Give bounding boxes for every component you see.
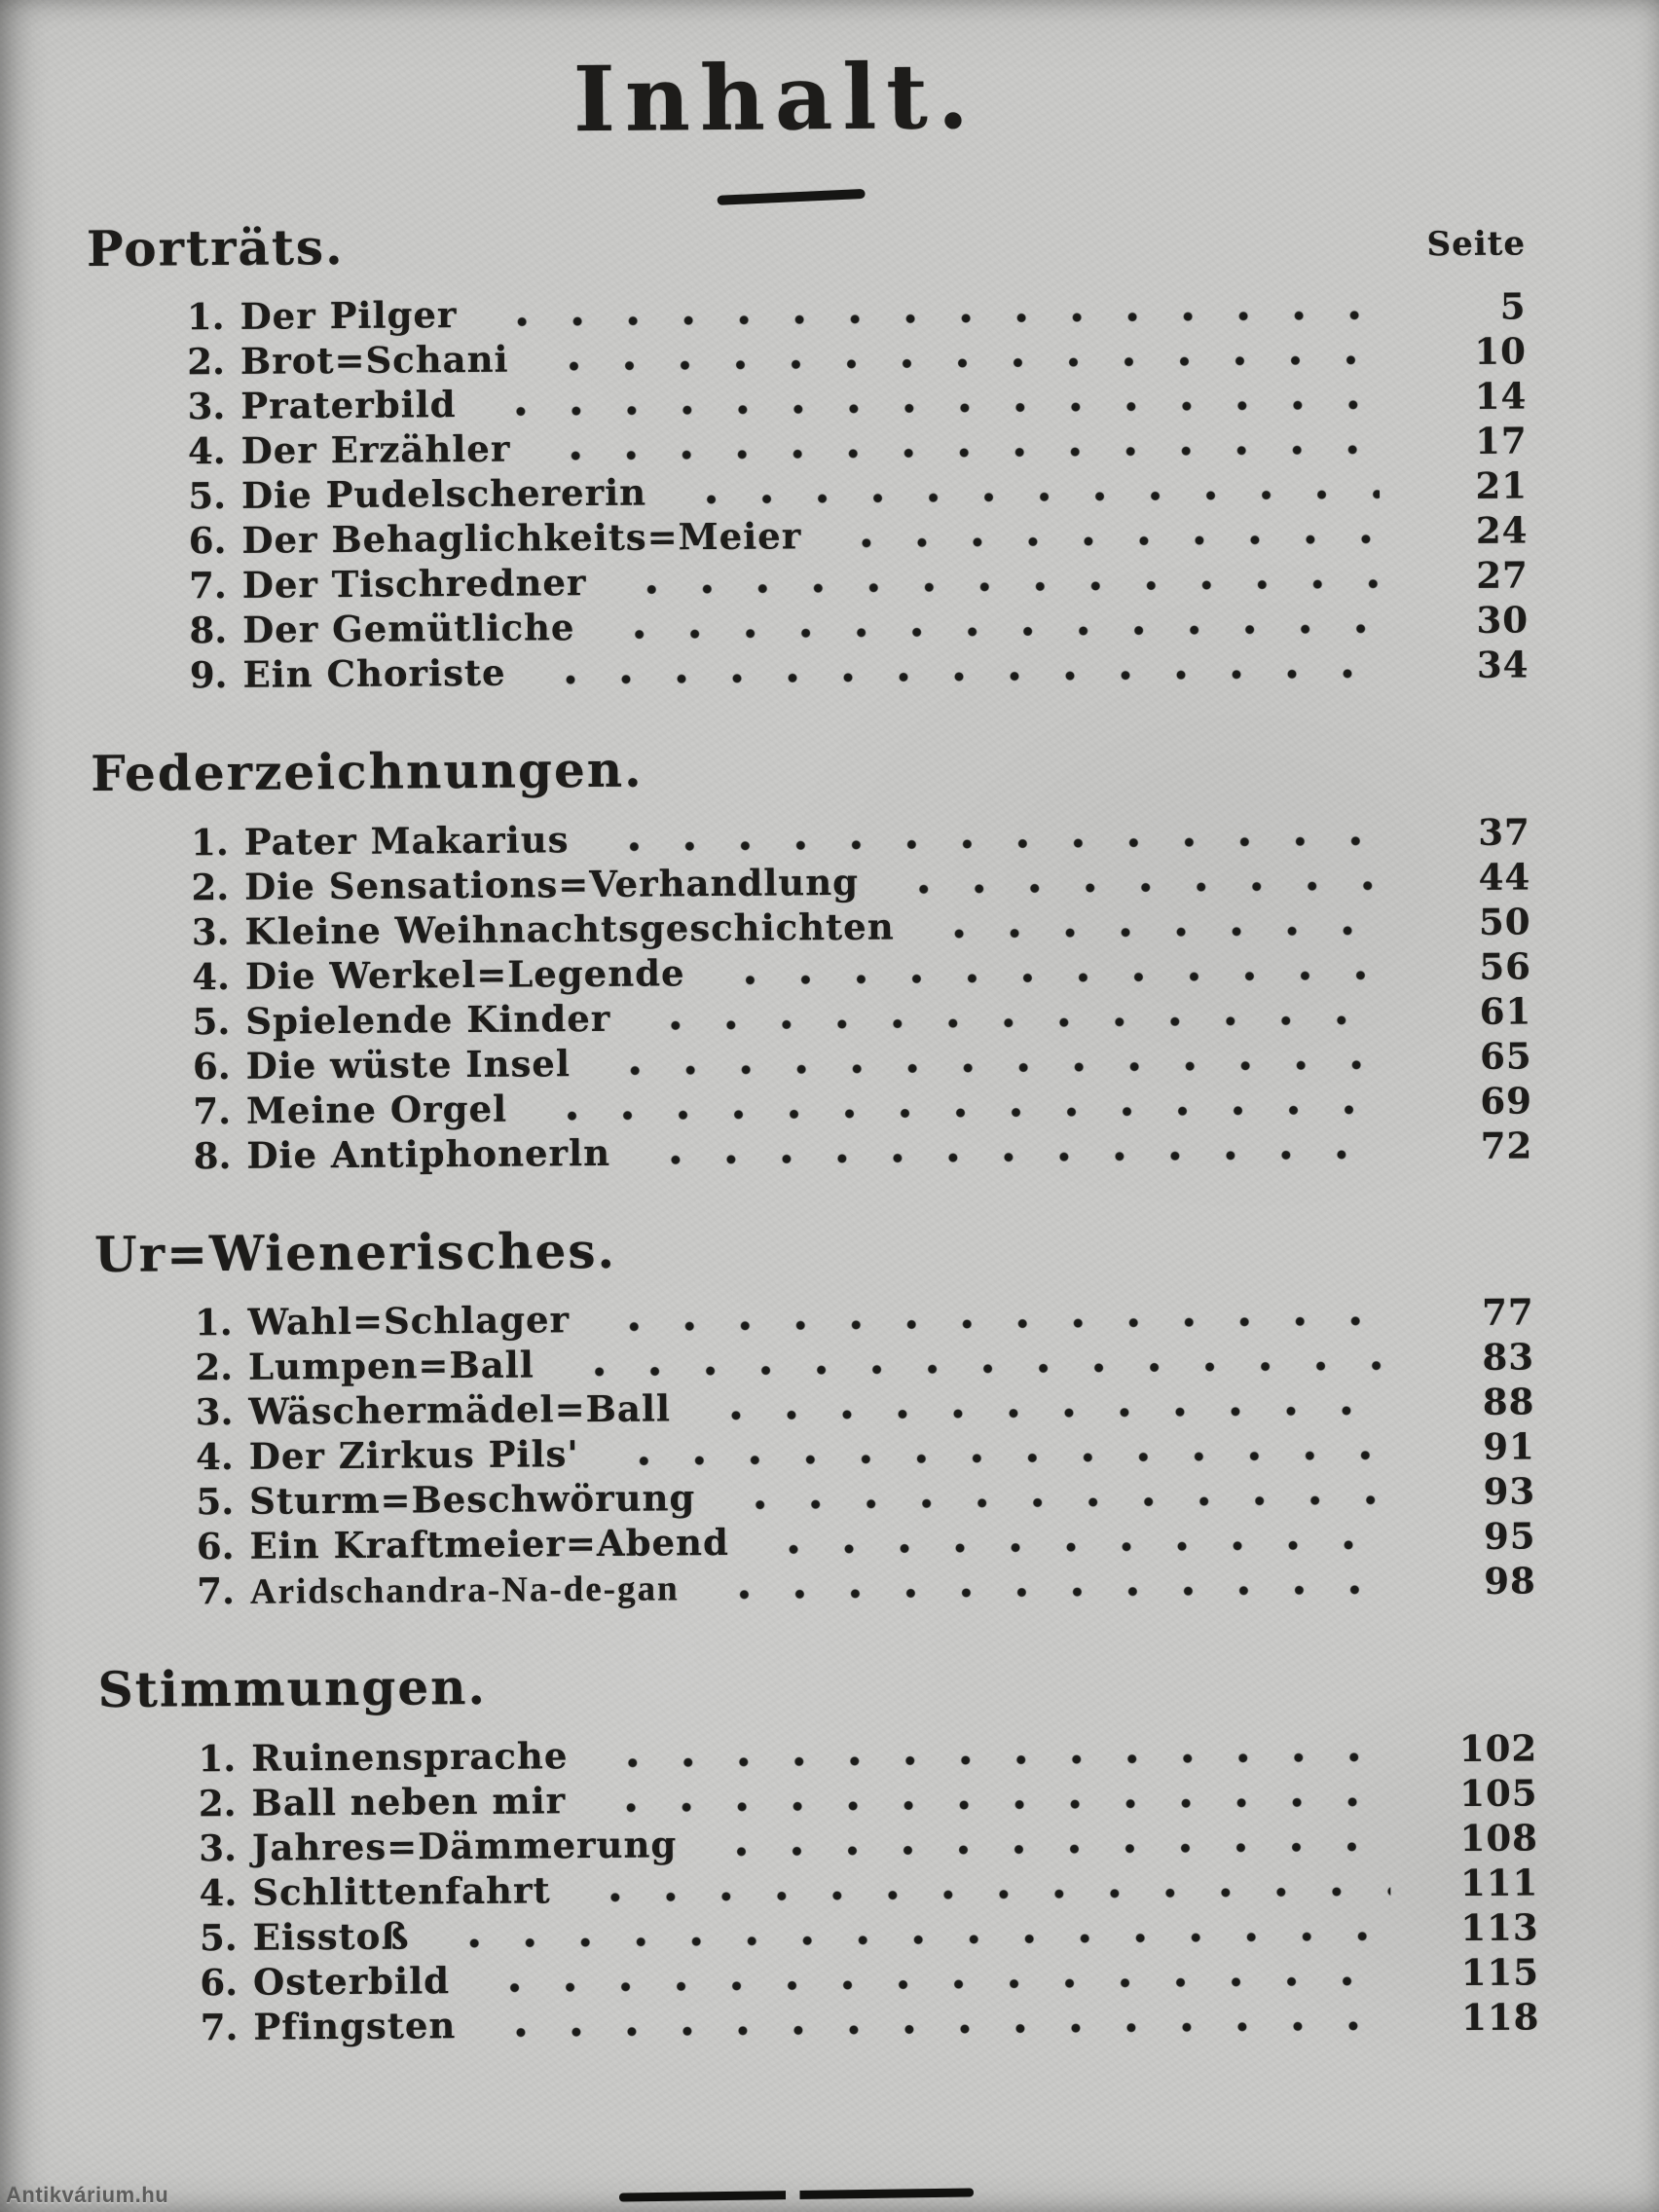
entry-page-number: 77 [1481, 1290, 1534, 1334]
section-heading-row [91, 735, 1530, 802]
entry-title: Meine Orgel [245, 1087, 508, 1132]
dot-leader [676, 490, 1380, 505]
entry-number: 1. [198, 1736, 237, 1780]
entry-title: Der Gemütliche [241, 606, 575, 651]
section-entries [98, 1726, 1539, 2051]
dot-leader [888, 880, 1382, 894]
dot-leader [608, 1451, 1387, 1466]
toc-section [91, 735, 1532, 1180]
dot-leader [599, 1316, 1386, 1332]
entry-number: 3. [191, 909, 230, 953]
entry-page-number: 61 [1479, 989, 1532, 1033]
entry-page-number: 34 [1476, 643, 1530, 686]
entry-title: Der Erzähler [240, 426, 511, 472]
entry-page-number: 24 [1475, 508, 1529, 552]
dot-leader [724, 1495, 1387, 1510]
entry-number: 5. [196, 1480, 235, 1524]
toc-section [94, 1215, 1536, 1615]
section-heading-row [97, 1651, 1536, 1718]
entry-page-number: 10 [1474, 329, 1528, 373]
entry-number: 5. [188, 474, 227, 518]
entry-title: Ball neben mir [251, 1778, 567, 1825]
dot-leader [535, 669, 1382, 685]
entry-title: Ruinensprache [251, 1733, 569, 1780]
entry-title: Pater Makarius [243, 817, 570, 864]
entry-page-number: 113 [1460, 1904, 1539, 1949]
toc-entry [195, 1995, 1539, 2050]
entry-title: Die wüste Insel [245, 1041, 571, 1088]
entry-number: 2. [198, 1781, 237, 1825]
entry-title: Pfingsten [253, 2003, 457, 2048]
section-heading: Porträts. [86, 217, 345, 277]
entry-title: Der Tischredner [241, 561, 587, 607]
entry-page-number: 37 [1478, 810, 1530, 854]
toc-entry [188, 1124, 1532, 1179]
entry-title: Die Antiphonerln [246, 1130, 611, 1177]
entry-page-number: 95 [1483, 1514, 1536, 1558]
entry-number: 8. [193, 1133, 232, 1177]
dot-leader [758, 1540, 1388, 1555]
entry-page-number: 69 [1480, 1079, 1533, 1123]
dot-leader [700, 1406, 1386, 1421]
entry-number: 6. [200, 1960, 239, 2004]
entry-number: 3. [187, 385, 226, 428]
section-entries [87, 285, 1529, 700]
section-heading-row [94, 1215, 1533, 1282]
entry-number: 4. [195, 1435, 234, 1479]
entry-page-number: 111 [1459, 1860, 1539, 1904]
entry-page-number: 14 [1474, 374, 1528, 418]
entry-page-number: 72 [1480, 1124, 1533, 1167]
entry-page-number: 108 [1459, 1815, 1539, 1860]
dot-leader [438, 1931, 1390, 1948]
dot-leader [479, 1975, 1391, 1992]
entry-title: Die Sensations=Verhandlung [244, 860, 860, 908]
entry-title: Schlittenfahrt [252, 1867, 551, 1914]
entry-number: 1. [191, 820, 230, 864]
entry-title: Brot=Schani [240, 337, 509, 383]
entry-title: Die Pudelschererin [240, 470, 647, 517]
entry-number: 5. [192, 999, 231, 1043]
dot-leader [597, 1751, 1389, 1767]
entry-page-number: 44 [1478, 855, 1531, 899]
dot-leader [709, 1585, 1388, 1600]
entry-number: 3. [195, 1390, 234, 1434]
dot-leader [715, 970, 1383, 984]
toc-section [87, 209, 1530, 699]
entry-number: 3. [199, 1825, 238, 1869]
entry-number: 7. [188, 564, 227, 608]
section-entries [92, 810, 1533, 1180]
dot-leader [924, 925, 1383, 939]
dot-leader [564, 1361, 1386, 1378]
dot-leader [486, 311, 1378, 327]
entry-number: 1. [194, 1301, 233, 1345]
dot-leader [485, 2020, 1391, 2037]
dot-leader [539, 445, 1379, 461]
entry-title: Kleine Weihnachtsgeschichten [244, 904, 895, 953]
entry-page-number: 88 [1482, 1380, 1535, 1423]
entry-page-number: 115 [1460, 1949, 1540, 1994]
entry-title: Lumpen=Ball [247, 1343, 535, 1388]
entry-title: Osterbild [252, 1958, 451, 2004]
entry-page-number: 27 [1476, 553, 1529, 597]
dot-leader [536, 1104, 1384, 1121]
entry-number: 7. [200, 2005, 239, 2048]
entry-page-number: 65 [1479, 1034, 1532, 1078]
entry-title: Aridschandra-Na-de-gan [249, 1568, 680, 1612]
entry-page-number: 118 [1460, 1994, 1540, 2039]
entry-title: Der Zirkus Pils' [248, 1432, 579, 1478]
section-heading: Federzeichnungen. [91, 740, 644, 803]
title-divider [717, 188, 865, 204]
section-heading: Stimmungen. [97, 1657, 488, 1719]
entry-title: Wäschermädel=Ball [248, 1386, 672, 1433]
dot-leader [598, 835, 1382, 851]
entry-title: Ein Kraftmeier=Abend [249, 1521, 730, 1567]
entry-number: 6. [196, 1525, 235, 1568]
dot-leader [605, 624, 1382, 640]
entry-number: 7. [193, 1088, 232, 1132]
dot-leader [830, 535, 1380, 548]
watermark-text: Antikvárium.hu [6, 2183, 169, 2207]
entry-number: 2. [191, 865, 230, 908]
entry-title: Der Behaglichkeits=Meier [241, 514, 802, 562]
dot-leader [640, 1149, 1384, 1164]
dot-leader [486, 400, 1380, 417]
dot-leader [595, 1796, 1389, 1812]
entry-page-number: 50 [1478, 900, 1531, 943]
entry-title: Eisstoß [252, 1914, 410, 1959]
entry-page-number: 98 [1484, 1559, 1537, 1603]
entry-number: 9. [189, 653, 228, 697]
entry-page-number: 21 [1475, 463, 1529, 507]
entry-page-number: 105 [1459, 1770, 1538, 1815]
toc-entry [192, 1560, 1536, 1615]
section-entries [95, 1291, 1536, 1616]
page-title: Inhalt. [572, 43, 979, 153]
dot-leader [600, 1059, 1384, 1075]
entry-number: 4. [187, 429, 226, 473]
entry-number: 8. [189, 608, 228, 652]
dot-leader [538, 355, 1379, 372]
toc-entry [184, 644, 1529, 699]
toc-sections [87, 209, 1540, 2051]
dot-leader [706, 1841, 1390, 1857]
entry-number: 5. [199, 1915, 238, 1959]
entry-number: 7. [197, 1569, 236, 1613]
entry-number: 6. [188, 519, 227, 563]
entry-number: 2. [195, 1346, 234, 1389]
entry-title: Praterbild [240, 383, 457, 427]
entry-number: 4. [199, 1870, 238, 1914]
toc-section [97, 1651, 1539, 2051]
dot-leader [580, 1886, 1391, 1902]
page-column-header: Seite [1426, 224, 1527, 264]
entry-page-number: 56 [1479, 944, 1532, 988]
section-heading-row [87, 209, 1526, 276]
entry-title: Wahl=Schlager [247, 1298, 571, 1344]
entry-page-number: 30 [1476, 598, 1530, 642]
dot-leader [615, 579, 1380, 595]
dot-leader [640, 1014, 1383, 1030]
entry-page-number: 93 [1483, 1469, 1536, 1513]
entry-page-number: 102 [1458, 1725, 1538, 1770]
entry-page-number: 91 [1483, 1424, 1535, 1468]
entry-page-number: 83 [1482, 1335, 1535, 1379]
entry-page-number: 17 [1474, 419, 1528, 462]
entry-title: Spielende Kinder [245, 996, 611, 1043]
bottom-divider [619, 2188, 974, 2201]
section-heading: Ur=Wienerisches. [93, 1221, 617, 1283]
entry-page-number: 5 [1499, 284, 1527, 328]
entry-title: Ein Choriste [242, 650, 506, 696]
entry-title: Der Pilger [240, 293, 458, 338]
entry-title: Jahres=Dämmerung [251, 1822, 678, 1869]
entry-number: 4. [192, 954, 231, 998]
entry-number: 1. [186, 295, 225, 339]
entry-number: 2. [187, 340, 226, 384]
entry-number: 6. [192, 1044, 231, 1088]
entry-title: Sturm=Beschwörung [248, 1476, 696, 1523]
entry-title: Die Werkel=Legende [244, 950, 685, 998]
